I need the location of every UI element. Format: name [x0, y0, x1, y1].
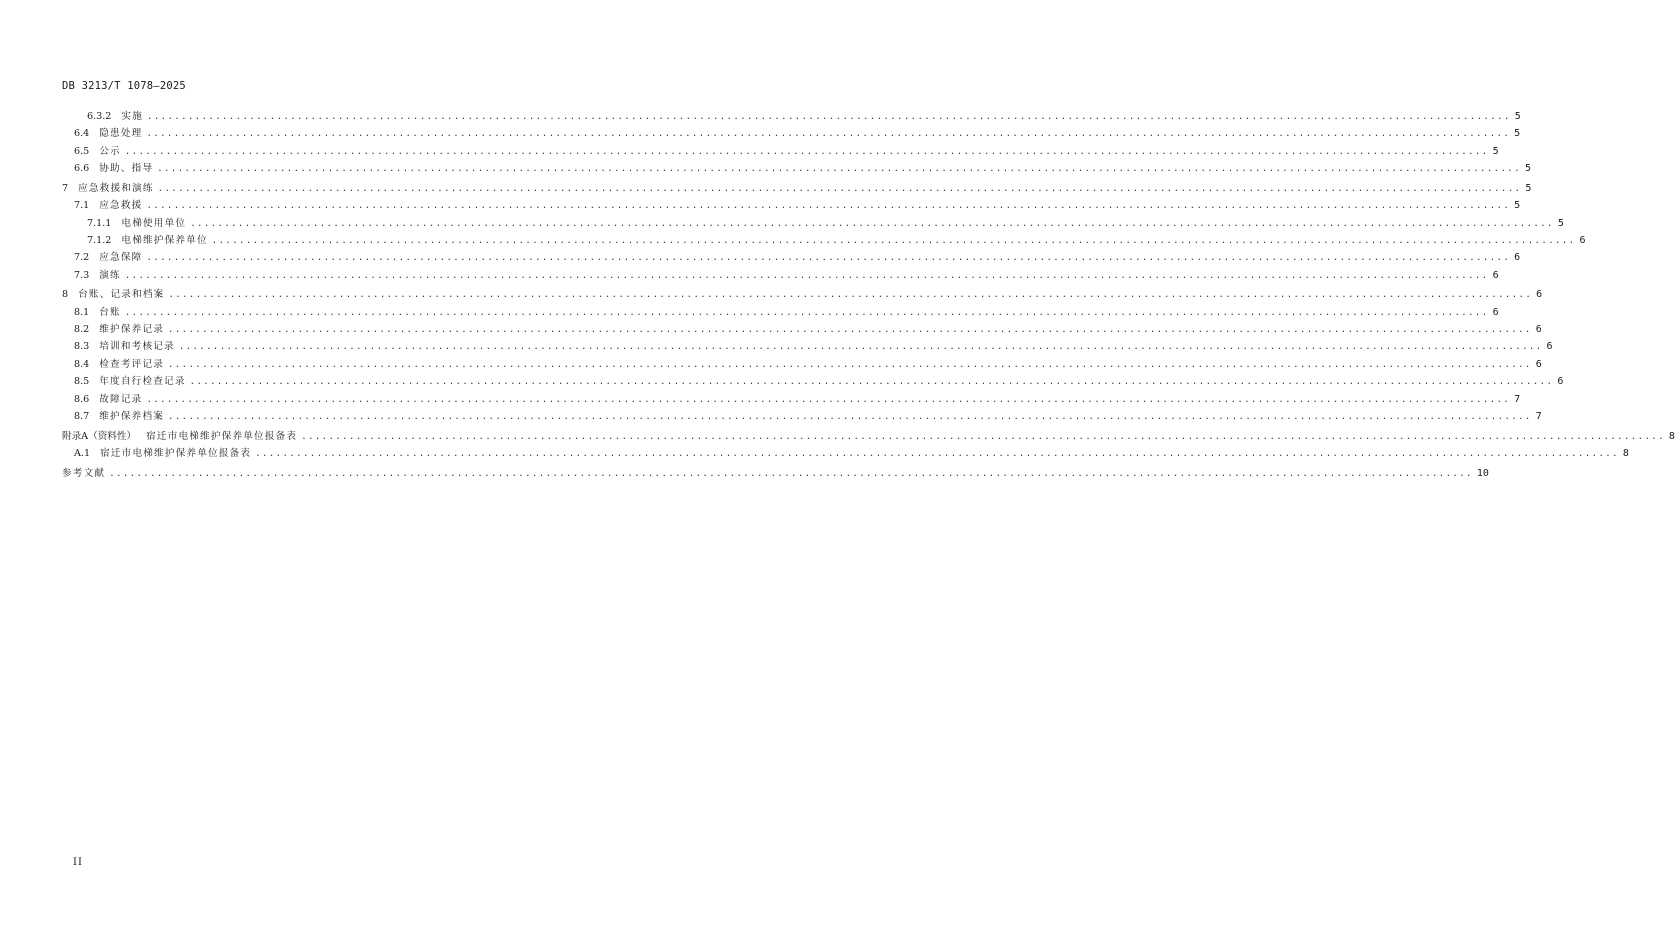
toc-entry[interactable]	[62, 465, 1489, 482]
toc-entry[interactable]	[62, 338, 1553, 355]
toc-entry-number: 6.3.2	[87, 111, 112, 122]
toc-entry-page: 6	[1514, 252, 1521, 264]
toc-entry-page: 5	[1492, 145, 1499, 157]
toc-leader-dots: ........................................................................................................................................................................................................	[168, 290, 1533, 301]
toc-entry[interactable]	[62, 373, 1564, 390]
toc-entry-number: 8.2	[74, 324, 90, 336]
toc-leader-dots: ........................................................................................................................................................................................................	[147, 112, 1511, 122]
toc-entry[interactable]	[62, 408, 1542, 425]
toc-leader-dots: ........................................................................................................................................................................................................	[168, 359, 1532, 370]
toc-entry-title: 参考文献	[62, 467, 106, 479]
toc-leader-dots: ........................................................................................................................................................................................................	[146, 253, 1511, 264]
toc-entry-page: 5	[1525, 182, 1532, 194]
toc-entry-page: 6	[1557, 376, 1564, 388]
toc-leader-dots: ........................................................................................................................................................................................................	[255, 448, 1619, 459]
toc-leader-dots: ........................................................................................................................................................................................................	[190, 218, 1554, 229]
toc-entry-number: 8.4	[74, 358, 90, 370]
toc-entry[interactable]	[62, 143, 1499, 160]
toc-entry-number: 6.5	[74, 145, 90, 157]
page-number-footer: II	[73, 857, 83, 868]
toc-entry-number: 附录A（资料性）	[62, 430, 137, 442]
toc-entry-number: 8.7	[74, 411, 90, 423]
toc-entry-page: 5	[1514, 200, 1521, 212]
toc-entry-page: 10	[1476, 467, 1489, 479]
toc-entry-page: 6	[1492, 269, 1499, 281]
toc-entry-number: 6.6	[74, 163, 90, 175]
toc-entry-title: 培训和考核记录	[99, 341, 175, 353]
toc-entry-title: 宿迁市电梯维护保养单位报备表	[146, 430, 298, 442]
toc-entry-number: 7.1	[74, 200, 90, 212]
toc-entry-number: 6.4	[74, 128, 90, 140]
toc-entry[interactable]	[62, 180, 1532, 197]
toc-entry-title: 故障记录	[99, 393, 143, 405]
toc-entry-number: 7	[62, 182, 69, 194]
toc-entry-page: 6	[1535, 324, 1542, 336]
toc-entry-number: 7.1.2	[87, 234, 112, 246]
toc-entry-page: 5	[1514, 111, 1521, 122]
toc-entry[interactable]	[62, 267, 1499, 284]
toc-entry-page: 6	[1492, 306, 1499, 318]
toc-entry-number: 8.3	[74, 341, 90, 353]
toc-entry[interactable]	[62, 197, 1521, 214]
toc-entry-page: 5	[1514, 128, 1521, 140]
toc-entry-number: 8.5	[74, 376, 90, 388]
toc-entry-title: 应急救援	[99, 200, 143, 212]
toc-entry[interactable]	[62, 160, 1531, 177]
toc-entry-title: 应急救援和演练	[78, 182, 154, 194]
toc-entry-title: 公示	[99, 145, 121, 157]
toc-entry-number: 7.2	[74, 252, 90, 264]
toc-entry-number: 8.1	[74, 306, 90, 318]
toc-entry-title: 实施	[121, 111, 144, 122]
toc-leader-dots: ........................................................................................................................................................................................................	[168, 412, 1532, 423]
toc-entry[interactable]	[62, 108, 1521, 125]
toc-leader-dots: ........................................................................................................................................................................................................	[146, 201, 1511, 212]
toc-entry-title: 演练	[99, 269, 121, 281]
toc-entry-title: 电梯维护保养单位	[121, 234, 208, 246]
toc-leader-dots: ........................................................................................................................................................................................................	[211, 235, 1576, 246]
toc-entry-title: 隐患处理	[99, 128, 143, 140]
toc-entry-title: 年度自行检查记录	[99, 376, 186, 388]
toc-entry[interactable]	[62, 391, 1521, 408]
toc-entry[interactable]	[62, 286, 1543, 303]
toc-leader-dots: ........................................................................................................................................................................................................	[168, 325, 1532, 336]
toc-entry-number: 8.6	[74, 393, 90, 405]
toc-entry-title: 协助、指导	[99, 163, 154, 175]
toc-entry-page: 8	[1668, 430, 1675, 442]
toc-entry-page: 8	[1622, 447, 1629, 459]
toc-leader-dots: ........................................................................................................................................................................................................	[146, 129, 1511, 140]
toc-entry-title: 检查考评记录	[99, 358, 165, 370]
toc-leader-dots: ........................................................................................................................................................................................................	[189, 377, 1554, 388]
toc-entry-number: A.1	[74, 447, 91, 459]
toc-entry-title: 台账、记录和档案	[78, 289, 165, 301]
toc-leader-dots: ........................................................................................................................................................................................................	[146, 394, 1511, 405]
toc-entry[interactable]	[62, 232, 1586, 249]
toc-entry-title: 应急保障	[99, 252, 143, 264]
toc-leader-dots: ........................................................................................................................................................................................................	[157, 164, 1521, 175]
toc-entry-page: 6	[1535, 358, 1542, 370]
toc-entry-title: 维护保养记录	[99, 324, 165, 336]
toc-leader-dots: ........................................................................................................................................................................................................	[178, 342, 1543, 353]
toc-entry[interactable]	[62, 321, 1542, 338]
toc-leader-dots: ........................................................................................................................................................................................................	[124, 146, 1489, 157]
toc-entry-page: 7	[1514, 393, 1521, 405]
toc-entry[interactable]	[62, 428, 1675, 445]
toc-entry-page: 7	[1535, 411, 1542, 423]
toc-entry[interactable]	[62, 445, 1629, 462]
toc-entry-page: 6	[1579, 234, 1586, 246]
toc-entry-page: 5	[1524, 163, 1531, 175]
toc-entry-page: 6	[1536, 289, 1543, 301]
toc-leader-dots: ........................................................................................................................................................................................................	[301, 431, 1665, 442]
document-code-header: DB 3213/T 1078—2025	[62, 80, 186, 92]
toc-entry-page: 5	[1557, 217, 1564, 229]
toc-entry[interactable]	[62, 356, 1542, 373]
toc-entry[interactable]	[62, 125, 1521, 142]
toc-leader-dots: ........................................................................................................................................................................................................	[157, 183, 1522, 194]
table-of-contents	[62, 108, 1675, 482]
toc-entry[interactable]	[62, 304, 1499, 321]
toc-entry[interactable]	[62, 215, 1564, 232]
toc-entry-number: 7.3	[74, 269, 90, 281]
toc-entry-page: 6	[1546, 341, 1553, 353]
toc-leader-dots: ........................................................................................................................................................................................................	[124, 307, 1489, 318]
toc-entry-title: 宿迁市电梯维护保养单位报备表	[100, 447, 252, 459]
toc-entry-number: 8	[62, 289, 69, 301]
toc-entry-title: 电梯使用单位	[121, 217, 187, 229]
toc-entry-title: 维护保养档案	[99, 411, 165, 423]
toc-entry-number: 7.1.1	[87, 217, 112, 229]
toc-entry[interactable]	[62, 249, 1521, 266]
toc-leader-dots: ........................................................................................................................................................................................................	[109, 468, 1473, 479]
toc-leader-dots: ........................................................................................................................................................................................................	[124, 270, 1489, 281]
toc-entry-title: 台账	[99, 306, 121, 318]
